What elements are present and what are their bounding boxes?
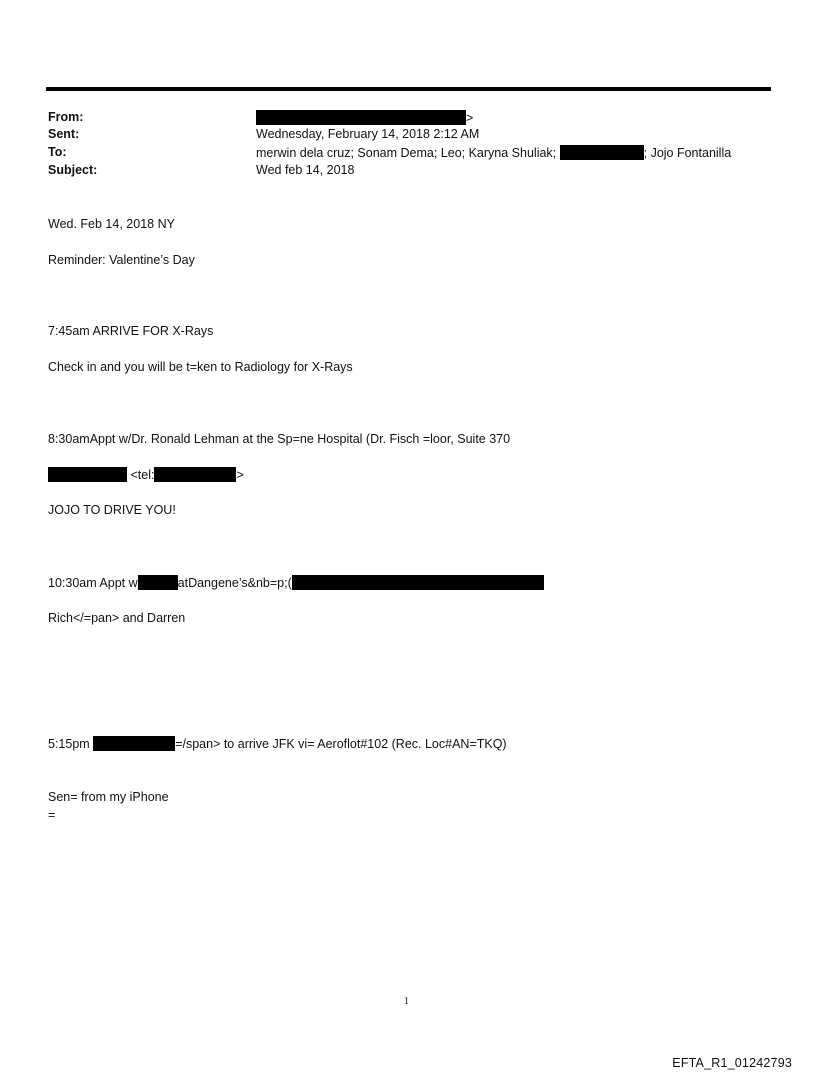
- tel-tail: >: [236, 468, 244, 482]
- redaction-bar: [256, 110, 466, 125]
- to-recipients-before: merwin dela cruz; Sonam Dema; Leo; Karyna Shuliak;: [256, 146, 557, 160]
- xray-detail: Check in and you will be t=ken to Radiology for X-Rays: [48, 360, 353, 374]
- sent-value: Wednesday, February 14, 2018 2:12 AM: [256, 127, 480, 141]
- xray-title: 7:45am ARRIVE FOR X-Rays: [48, 324, 214, 338]
- date-line: Wed. Feb 14, 2018 NY: [48, 217, 175, 231]
- appointment-1: 8:30amAppt w/Dr. Ronald Lehman at the Sp=ne Hospital (Dr. Fisch =loor, Suite 370: [48, 432, 511, 446]
- from-value: [256, 110, 473, 125]
- redaction-bar: [48, 467, 127, 482]
- page-number: 1: [404, 996, 409, 1007]
- header-rule: [46, 87, 771, 91]
- redaction-bar: [93, 736, 175, 751]
- document-id-footer: EFTA_R1_01242793: [672, 1056, 792, 1070]
- redaction-bar: [138, 575, 178, 590]
- reminder-line: Reminder: Valentine’s Day: [48, 253, 195, 267]
- to-recipients-after: ; Jojo Fontanilla: [643, 146, 732, 160]
- from-label: From:: [48, 110, 84, 124]
- telephone-line: [48, 467, 244, 482]
- appointment-2-line2: Rich</=pan> and Darren: [48, 611, 186, 625]
- drive-line: JOJO TO DRIVE YOU!: [48, 503, 176, 517]
- arrival-detail: =/span> to arrive JFK vi= Aeroflot#102 (Rec. Loc#AN=TKQ): [175, 737, 507, 751]
- redaction-bar: [154, 467, 236, 482]
- arrival-line: [48, 736, 507, 751]
- to-value: [256, 145, 731, 160]
- from-tail: >: [466, 111, 474, 125]
- subject-label: Subject:: [48, 163, 98, 177]
- appointment-2-location: atDangene’s&nb=p;(: [177, 576, 292, 590]
- arrival-time: 5:15pm: [48, 737, 90, 751]
- sent-from-line: Sen= from my iPhone: [48, 790, 169, 804]
- subject-value: Wed feb 14, 2018: [256, 163, 355, 177]
- sent-label: Sent:: [48, 127, 80, 141]
- to-label: To:: [48, 145, 67, 159]
- tel-label: <tel:: [130, 468, 155, 482]
- trailing-equals: =: [48, 808, 56, 822]
- redaction-bar: [292, 575, 544, 590]
- appointment-2-prefix: 10:30am Appt w: [48, 576, 138, 590]
- appointment-2: [48, 575, 544, 590]
- redaction-bar: [560, 145, 644, 160]
